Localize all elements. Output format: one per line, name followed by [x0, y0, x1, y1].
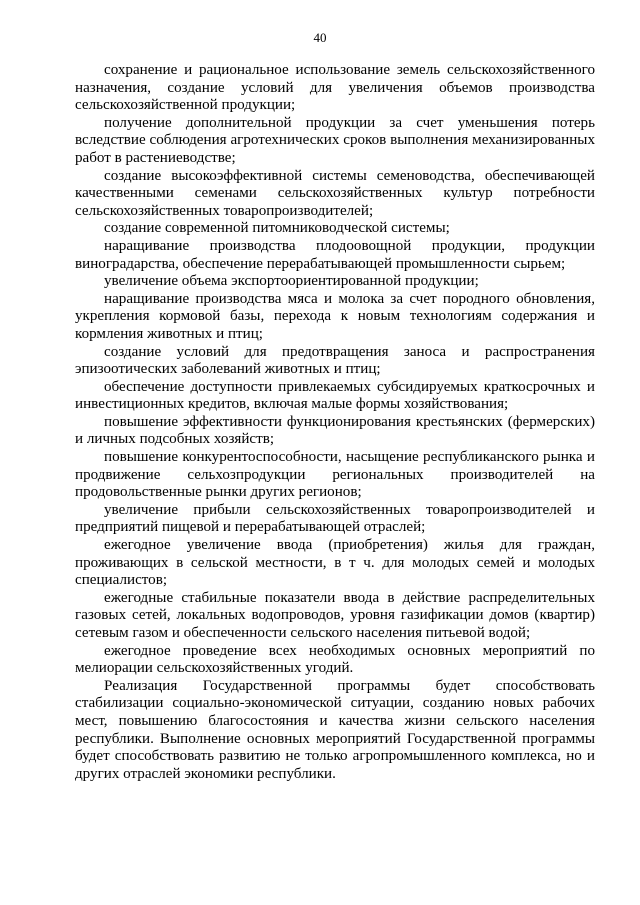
paragraph: получение дополнительной продукции за счет уменьшения потерь вследствие соблюдения агротехнических сроков выполнения механизированных работ в растениеводстве;	[75, 114, 595, 166]
paragraph: Реализация Государственной программы будет способствовать стабилизации социально-экономической ситуации, созданию новых рабочих мест, повышению благосостояния и качества жизни сельского населения республики. Выполнение основных мероприятий Государственной программы будет способствовать развитию не только агропромышленного комплекса, но и других отраслей экономики республики.	[75, 677, 595, 782]
paragraph: повышение эффективности функционирования крестьянских (фермерских) и личных подсобных хозяйств;	[75, 413, 595, 448]
paragraph: увеличение прибыли сельскохозяйственных товаропроизводителей и предприятий пищевой и перерабатывающей отраслей;	[75, 501, 595, 536]
paragraph: создание условий для предотвращения заноса и распространения эпизоотических заболеваний животных и птиц;	[75, 343, 595, 378]
paragraph: создание высокоэффективной системы семеноводства, обеспечивающей качественными семенами сельскохозяйственных культур потребности сельскохозяйственных товаропроизводителей;	[75, 167, 595, 219]
document-body	[75, 62, 595, 783]
paragraph: сохранение и рациональное использование земель сельскохозяйственного назначения, создание условий для увеличения объемов производства сельскохозяйственной продукции;	[75, 62, 595, 114]
paragraph: создание современной питомниководческой системы;	[104, 220, 450, 237]
paragraph: наращивание производства мяса и молока за счет породного обновления, укрепления кормовой базы, перехода к новым технологиям содержания и кормления животных и птиц;	[75, 290, 595, 342]
paragraph: ежегодное проведение всех необходимых основных мероприятий по мелиорации сельскохозяйственных угодий.	[75, 642, 595, 677]
paragraph: ежегодное увеличение ввода (приобретения) жилья для граждан, проживающих в сельской местности, в т ч. для молодых семей и молодых специалистов;	[75, 537, 595, 589]
paragraph: наращивание производства плодоовощной продукции, продукции виноградарства, обеспечение перерабатывающей промышленности сырьем;	[75, 237, 595, 272]
page-number: 40	[313, 30, 327, 45]
paragraph: повышение конкурентоспособности, насыщение республиканского рынка и продвижение сельхозпродукции региональных производителей на продовольственные рынки других регионов;	[75, 449, 595, 501]
paragraph: ежегодные стабильные показатели ввода в действие распределительных газовых сетей, локальных водопроводов, уровня газификации домов (квартир) сетевым газом и обеспеченности сельского населения питьевой водой;	[75, 589, 595, 641]
paragraph: обеспечение доступности привлекаемых субсидируемых краткосрочных и инвестиционных кредитов, включая малые формы хозяйствования;	[75, 378, 595, 413]
paragraph: увеличение объема экспортоориентированной продукции;	[104, 273, 479, 290]
